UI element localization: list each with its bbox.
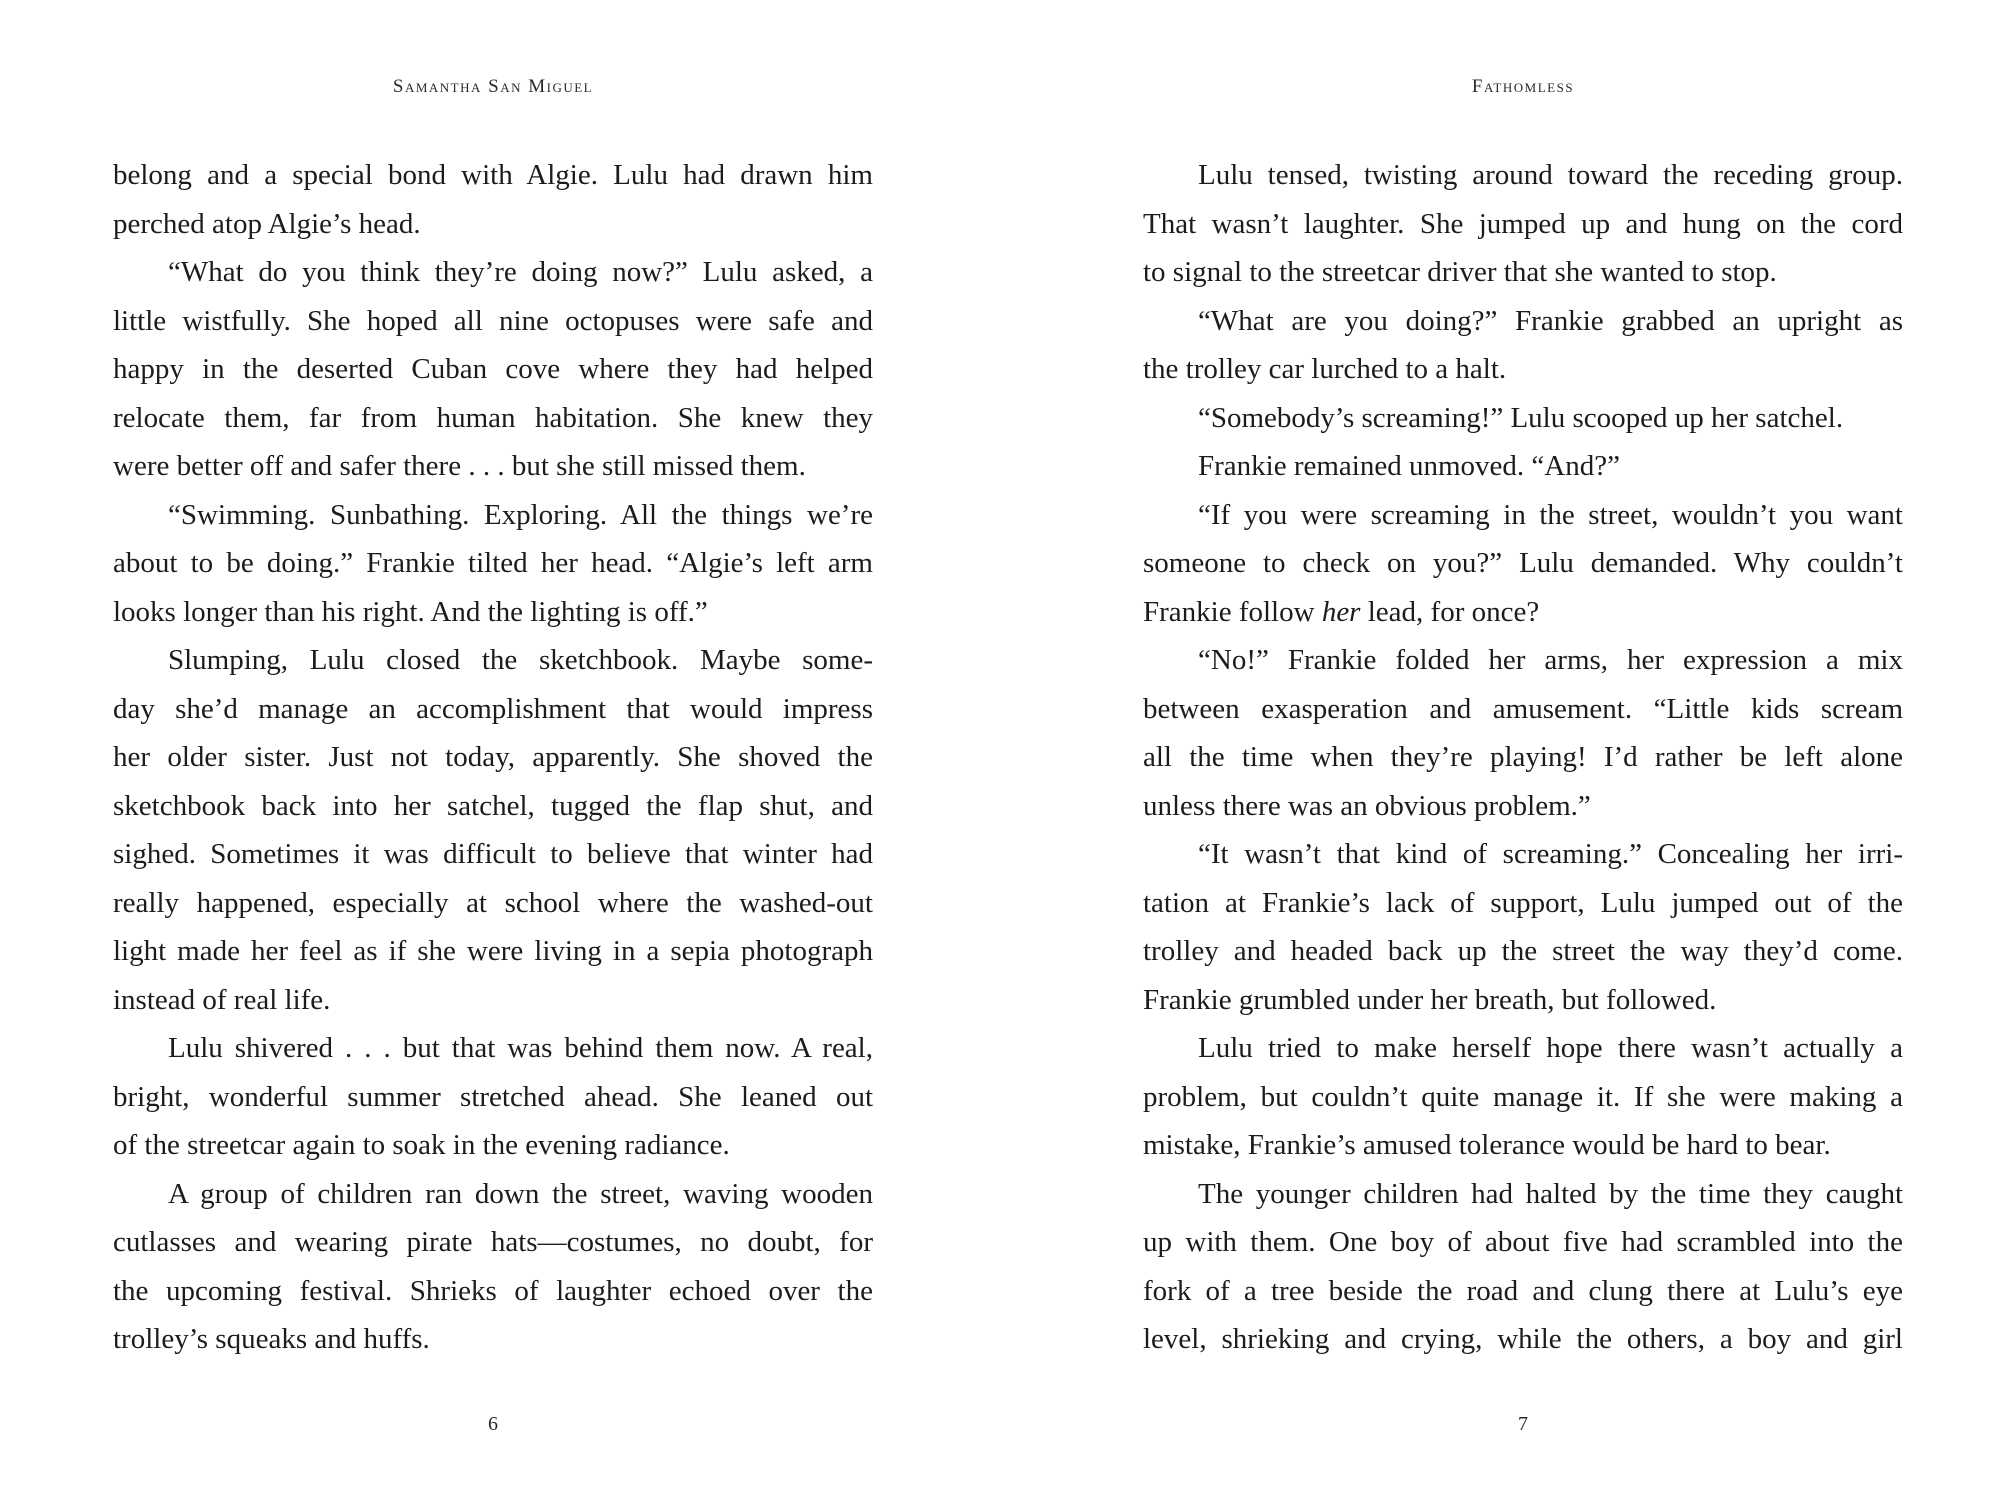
text-line: level, shrieking and crying, while the others, a boy and girl (1143, 1323, 1903, 1355)
text-line: fork of a tree beside the road and clung there at Lulu’s eye (1143, 1274, 1903, 1307)
page-number: 6 (488, 1413, 498, 1435)
text-line: mistake, Frankie’s amused tolerance would be hard to bear. (1143, 1129, 1831, 1161)
text-line: Frankie remained unmoved. “And?” (1198, 450, 1620, 482)
text-line: sketchbook back into her satchel, tugged the flap shut, and (113, 789, 873, 822)
text-line: “It wasn’t that kind of screaming.” Concealing her irri- (1198, 838, 1903, 870)
text-line: “Swimming. Sunbathing. Exploring. All the things we’re (168, 498, 873, 531)
text-line: light made her feel as if she were living in a sepia photograph (113, 935, 873, 967)
text-line: Lulu shivered . . . but that was behind them now. A real, (168, 1032, 873, 1064)
text-line: to signal to the streetcar driver that she wanted to stop. (1143, 256, 1777, 288)
text-line: “Somebody’s screaming!” Lulu scooped up her satchel. (1198, 401, 1844, 434)
italic-emphasis: her (1321, 595, 1361, 628)
text-line: The younger children had halted by the time they caught (1198, 1177, 1903, 1210)
text-line: Lulu tensed, twisting around toward the receding group. (1198, 159, 1903, 191)
text-line: “What do you think they’re doing now?” Lulu asked, a (168, 256, 873, 288)
page-number: 7 (1518, 1413, 1528, 1435)
text-line: someone to check on you?” Lulu demanded. Why couldn’t (1143, 547, 1903, 579)
running-head-title: Fathomless (1471, 76, 1575, 97)
text-line: bright, wonderful summer stretched ahead. She leaned out (113, 1080, 873, 1113)
text-line: trolley and headed back up the street the way they’d come. (1143, 935, 1903, 967)
text-line: little wistfully. She hoped all nine octopuses were safe and (113, 304, 873, 337)
text-line: looks longer than his right. And the lighting is off.” (113, 595, 708, 628)
text-line: Frankie grumbled under her breath, but followed. (1143, 983, 1717, 1016)
text-line: “If you were screaming in the street, wouldn’t you want (1198, 498, 1903, 531)
text-line: the upcoming festival. Shrieks of laughter echoed over the (113, 1274, 873, 1307)
text-line: That wasn’t laughter. She jumped up and hung on the cord (1143, 207, 1903, 240)
text-line: perched atop Algie’s head. (113, 207, 421, 240)
text-line: really happened, especially at school where the washed-out (113, 886, 873, 919)
text-line: Slumping, Lulu closed the sketchbook. Maybe some- (168, 644, 873, 676)
right-page-body-text (1143, 151, 1903, 1364)
text-line: her older sister. Just not today, apparently. She shoved the (113, 741, 873, 773)
text-line: belong and a special bond with Algie. Lulu had drawn him (113, 159, 873, 191)
text-line: relocate them, far from human habitation. She knew they (113, 401, 873, 434)
text-line: Lulu tried to make herself hope there wasn’t actually a (1198, 1032, 1903, 1064)
text-line: all the time when they’re playing! I’d rather be left alone (1143, 741, 1903, 773)
text-line: “What are you doing?” Frankie grabbed an upright as (1198, 304, 1903, 337)
text-line: A group of children ran down the street, waving wooden (168, 1177, 873, 1210)
text-line (1143, 588, 1903, 637)
text-line: unless there was an obvious problem.” (1143, 789, 1591, 822)
text-line: tation at Frankie’s lack of support, Lulu jumped out of the (1143, 886, 1903, 919)
text-line: between exasperation and amusement. “Little kids scream (1143, 692, 1903, 725)
text-line: of the streetcar again to soak in the evening radiance. (113, 1129, 730, 1161)
text-line: “No!” Frankie folded her arms, her expression a mix (1198, 644, 1903, 676)
text-line: trolley’s squeaks and huffs. (113, 1323, 430, 1355)
text-line: the trolley car lurched to a halt. (1143, 353, 1507, 385)
text-line: were better off and safer there . . . but she still missed them. (113, 450, 806, 482)
text-line: happy in the deserted Cuban cove where they had helped (113, 353, 873, 385)
text-line: cutlasses and wearing pirate hats—costumes, no doubt, for (113, 1226, 873, 1258)
text-line: about to be doing.” Frankie tilted her head. “Algie’s left arm (113, 547, 873, 579)
text-line: up with them. One boy of about five had scrambled into the (1143, 1226, 1903, 1258)
text-segment: lead, for once? (1360, 595, 1540, 628)
left-page (113, 0, 873, 1500)
text-segment: Frankie follow (1143, 595, 1322, 628)
left-page-body-text (113, 151, 873, 1364)
text-line: sighed. Sometimes it was difficult to believe that winter had (113, 838, 873, 870)
right-page (1143, 0, 1903, 1500)
text-line: day she’d manage an accomplishment that would impress (113, 692, 873, 725)
running-head-author: Samantha San Miguel (392, 76, 594, 97)
text-line: problem, but couldn’t quite manage it. If she were making a (1143, 1080, 1903, 1113)
text-line: instead of real life. (113, 983, 331, 1016)
